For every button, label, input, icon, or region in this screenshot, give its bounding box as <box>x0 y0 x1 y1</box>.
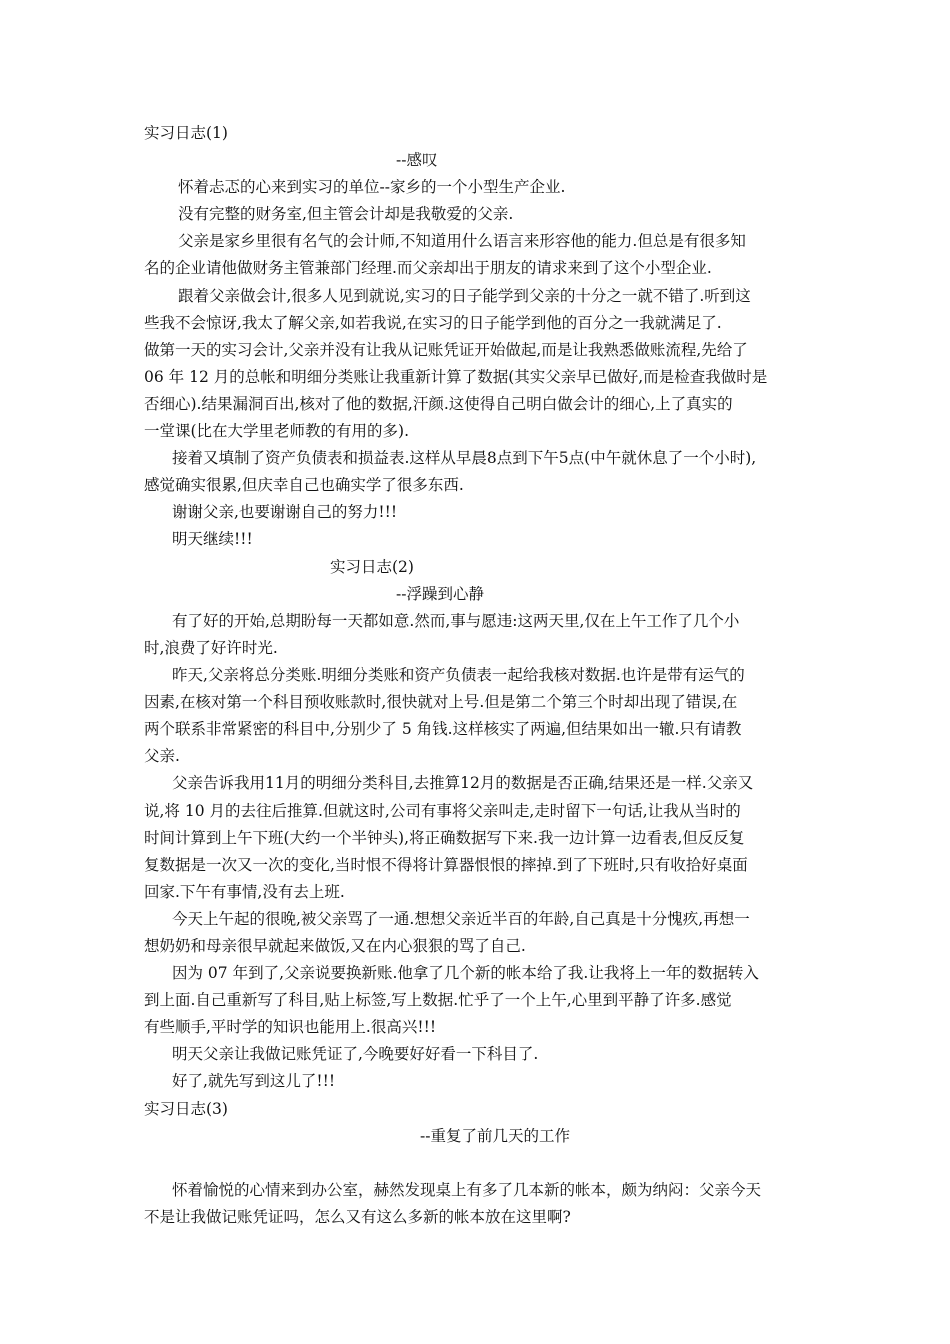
entry-2-line: 父亲告诉我用11月的明细分类科目,去推算12月的数据是否正确,结果还是一样.父亲又 <box>172 774 754 792</box>
entry-1-line: 父亲是家乡里很有名气的会计师,不知道用什么语言来形容他的能力.但总是有很多知 <box>178 232 746 250</box>
entry-2-line: 回家.下午有事情,没有去上班. <box>144 883 345 901</box>
entry-2-heading: 实习日志(2) <box>330 558 414 576</box>
entry-2-subtitle: --浮躁到心静 <box>396 585 484 603</box>
entry-2-line: 有些顺手,平时学的知识也能用上.很高兴!!! <box>144 1018 437 1036</box>
entry-1-line: 明天继续!!! <box>172 530 253 548</box>
entry-2-line: 想奶奶和母亲很早就起来做饭,又在内心狠狠的骂了自己. <box>144 937 526 955</box>
entry-2-line: 说,将 10 月的去往后推算.但就这时,公司有事将父亲叫走,走时留下一句话,让我从当时的 <box>144 802 741 820</box>
entry-2-line: 明天父亲让我做记账凭证了,今晚要好好看一下科目了. <box>172 1045 539 1063</box>
entry-3-subtitle: --重复了前几天的工作 <box>420 1127 570 1145</box>
entry-2-line: 有了好的开始,总期盼每一天都如意.然而,事与愿违:这两天里,仅在上午工作了几个小 <box>172 612 740 630</box>
entry-3-heading: 实习日志(3) <box>144 1100 228 1118</box>
entry-1-line: 接着又填制了资产负债表和损益表.这样从早晨8点到下午5点(中午就休息了一个小时), <box>172 449 757 467</box>
entry-1-line: 否细心).结果漏洞百出,核对了他的数据,汗颜.这使得自己明白做会计的细心,上了真实的 <box>144 395 733 413</box>
entry-1-line: 名的企业请他做财务主管兼部门经理.而父亲却出于朋友的请求来到了这个小型企业. <box>144 259 712 277</box>
entry-1-line: 些我不会惊讶,我太了解父亲,如若我说,在实习的日子能学到他的百分之一我就满足了. <box>144 314 722 332</box>
entry-2-line: 父亲. <box>144 747 180 765</box>
entry-2-line: 时间计算到上午下班(大约一个半钟头),将正确数据写下来.我一边计算一边看表,但反反复 <box>144 829 745 847</box>
entry-1-line: 谢谢父亲,也要谢谢自己的努力!!! <box>172 503 398 521</box>
entry-3-line: 不是让我做记账凭证吗，怎么又有这么多新的帐本放在这里啊? <box>144 1208 571 1226</box>
entry-3-line: 怀着愉悦的心情来到办公室，赫然发现桌上有多了几本新的帐本，颇为纳闷：父亲今天 <box>172 1181 762 1199</box>
entry-1-line: 感觉确实很累,但庆幸自己也确实学了很多东西. <box>144 476 464 494</box>
entry-1-line: 做第一天的实习会计,父亲并没有让我从记账凭证开始做起,而是让我熟悉做账流程,先给了 <box>144 341 748 359</box>
entry-2-line: 到上面.自己重新写了科目,贴上标签,写上数据.忙乎了一个上午,心里到平静了许多.感觉 <box>144 991 732 1009</box>
entry-2-line: 因为 07 年到了,父亲说要换新账.他拿了几个新的帐本给了我.让我将上一年的数据转入 <box>172 964 759 982</box>
entry-2-line: 昨天,父亲将总分类账.明细分类账和资产负债表一起给我核对数据.也许是带有运气的 <box>172 666 745 684</box>
entry-1-subtitle: --感叹 <box>396 151 438 169</box>
entry-1-line: 怀着忐忑的心来到实习的单位--家乡的一个小型生产企业. <box>178 178 566 196</box>
entry-2-line: 两个联系非常紧密的科目中,分别少了 5 角钱.这样核实了两遍,但结果如出一辙.只有请教 <box>144 720 742 738</box>
entry-1-line: 跟着父亲做会计,很多人见到就说,实习的日子能学到父亲的十分之一就不错了.听到这 <box>178 287 751 305</box>
entry-2-line: 时,浪费了好许时光. <box>144 639 278 657</box>
entry-1-line: 一堂课(比在大学里老师教的有用的多). <box>144 422 410 440</box>
entry-2-line: 复数据是一次又一次的变化,当时恨不得将计算器恨恨的摔掉.到了下班时,只有收拾好桌面 <box>144 856 748 874</box>
entry-2-line: 好了,就先写到这儿了!!! <box>172 1072 336 1090</box>
entry-1-line: 06 年 12 月的总帐和明细分类账让我重新计算了数据(其实父亲早已做好,而是检查我做时是 <box>144 368 768 386</box>
entry-1-heading: 实习日志(1) <box>144 124 228 142</box>
entry-1-line: 没有完整的财务室,但主管会计却是我敬爱的父亲. <box>178 205 514 223</box>
entry-2-line: 今天上午起的很晚,被父亲骂了一通.想想父亲近半百的年龄,自己真是十分愧疚,再想一 <box>172 910 750 928</box>
entry-2-line: 因素,在核对第一个科目预收账款时,很快就对上号.但是第二个第三个时却出现了错误,在 <box>144 693 738 711</box>
